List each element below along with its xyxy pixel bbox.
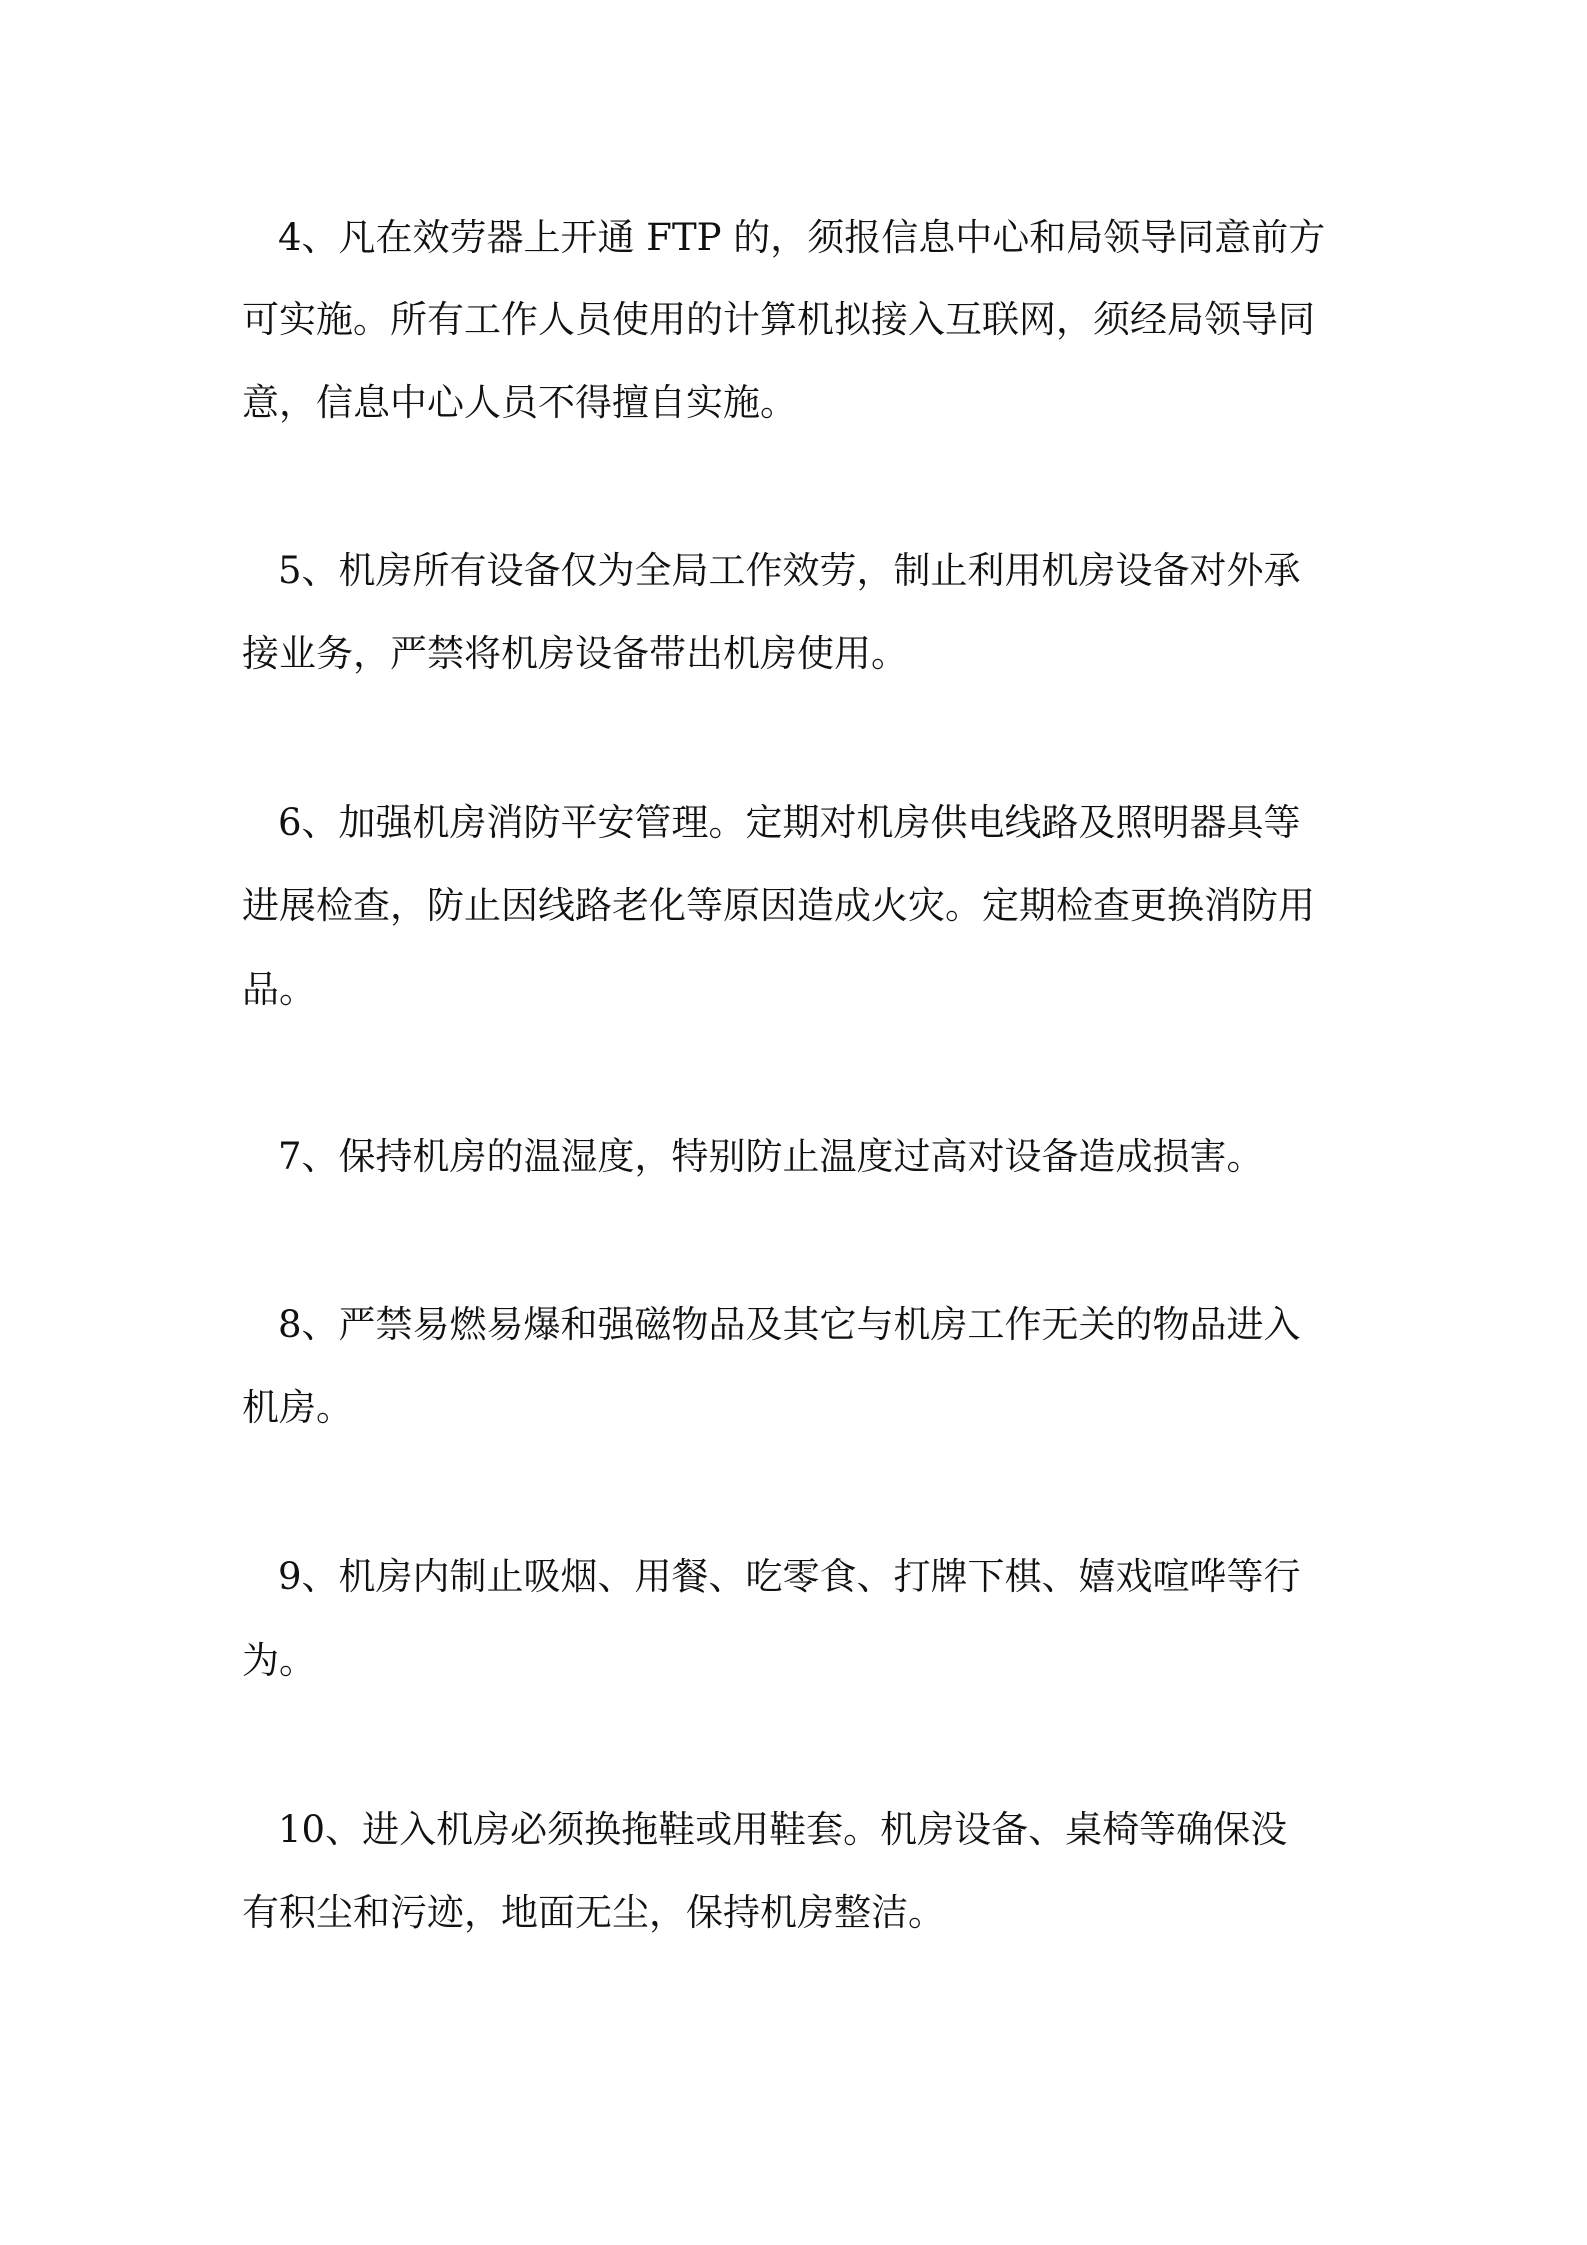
text-line: 意，信息中心人员不得擅自实施。 [242,381,797,424]
text-line: 8、严禁易燃易爆和强磁物品及其它与机房工作无关的物品进入 [278,1303,1301,1346]
text-line: 机房。 [242,1386,353,1429]
text-line: 品。 [242,968,316,1011]
text-line: 10、进入机房必须换拖鞋或用鞋套。机房设备、桌椅等确保没 [278,1808,1288,1851]
text-line: 有积尘和污迹，地面无尘，保持机房整洁。 [242,1891,945,1934]
text-line: 4、凡在效劳器上开通 FTP 的，须报信息中心和局领导同意前方 [278,216,1326,259]
text-line: 进展检查，防止因线路老化等原因造成火灾。定期检查更换消防用 [242,884,1315,927]
text-line: 6、加强机房消防平安管理。定期对机房供电线路及照明器具等 [278,801,1301,844]
text-line: 5、机房所有设备仅为全局工作效劳，制止利用机房设备对外承 [278,549,1301,592]
text-line: 可实施。所有工作人员使用的计算机拟接入互联网，须经局领导同 [242,298,1315,341]
text-line: 接业务，严禁将机房设备带出机房使用。 [242,632,908,675]
text-line: 9、机房内制止吸烟、用餐、吃零食、打牌下棋、嬉戏喧哗等行 [278,1555,1301,1598]
text-line: 为。 [242,1639,316,1682]
text-line: 7、保持机房的温湿度，特别防止温度过高对设备造成损害。 [278,1135,1264,1178]
